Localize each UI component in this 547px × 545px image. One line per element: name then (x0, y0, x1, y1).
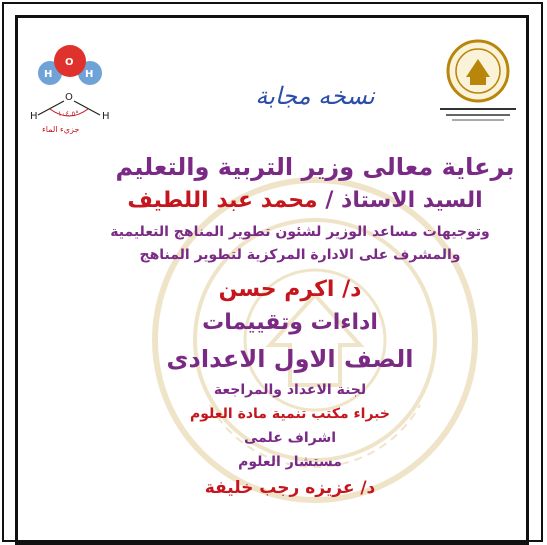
oxygen-atom-label: O (65, 57, 74, 68)
molecule-caption: جزيء الماء (42, 125, 80, 134)
patronage-line: برعاية معالى وزير التربية والتعليم (115, 153, 515, 181)
bond-angle-label: ١٠٤.٥° (58, 110, 79, 118)
ministry-seal-icon (432, 33, 524, 123)
structure-h-label: H (102, 111, 110, 122)
hydrogen-atom-label: H (44, 69, 53, 80)
hydrogen-atom-label: H (85, 69, 94, 80)
structure-o-label: O (65, 92, 73, 103)
committee-label: لجنة الاعداد والمراجعة (213, 382, 367, 398)
water-molecule-icon (28, 45, 116, 135)
academic-supervision-label: اشراف علمى (243, 430, 337, 446)
minister-name: محمد عبد اللطيف (127, 188, 318, 213)
document-title: اداءات وتقييمات (202, 310, 378, 335)
directive-line-2: والمشرف على الادارة المركزية لتطوير المناهج (139, 247, 461, 263)
minister-prefix: السيد الاستاذ / (317, 188, 483, 213)
experts-label: خبراء مكتب تنمية مادة العلوم (190, 406, 390, 422)
advisor-name: د/ عزيزه رجب خليفة (204, 478, 376, 498)
minister-line (90, 188, 520, 213)
supervisor-name: د/ اكرم حسن (218, 277, 362, 302)
advisor-label: مستشار العلوم (238, 454, 342, 470)
grade-level: الصف الاول الاعدادى (166, 345, 414, 373)
structure-h-label: H (30, 111, 38, 122)
handwritten-note: نسخه مجابة (255, 82, 375, 110)
directive-line-1: وتوجيهات مساعد الوزير لشئون تطوير المناهج التعليمية (110, 224, 490, 240)
